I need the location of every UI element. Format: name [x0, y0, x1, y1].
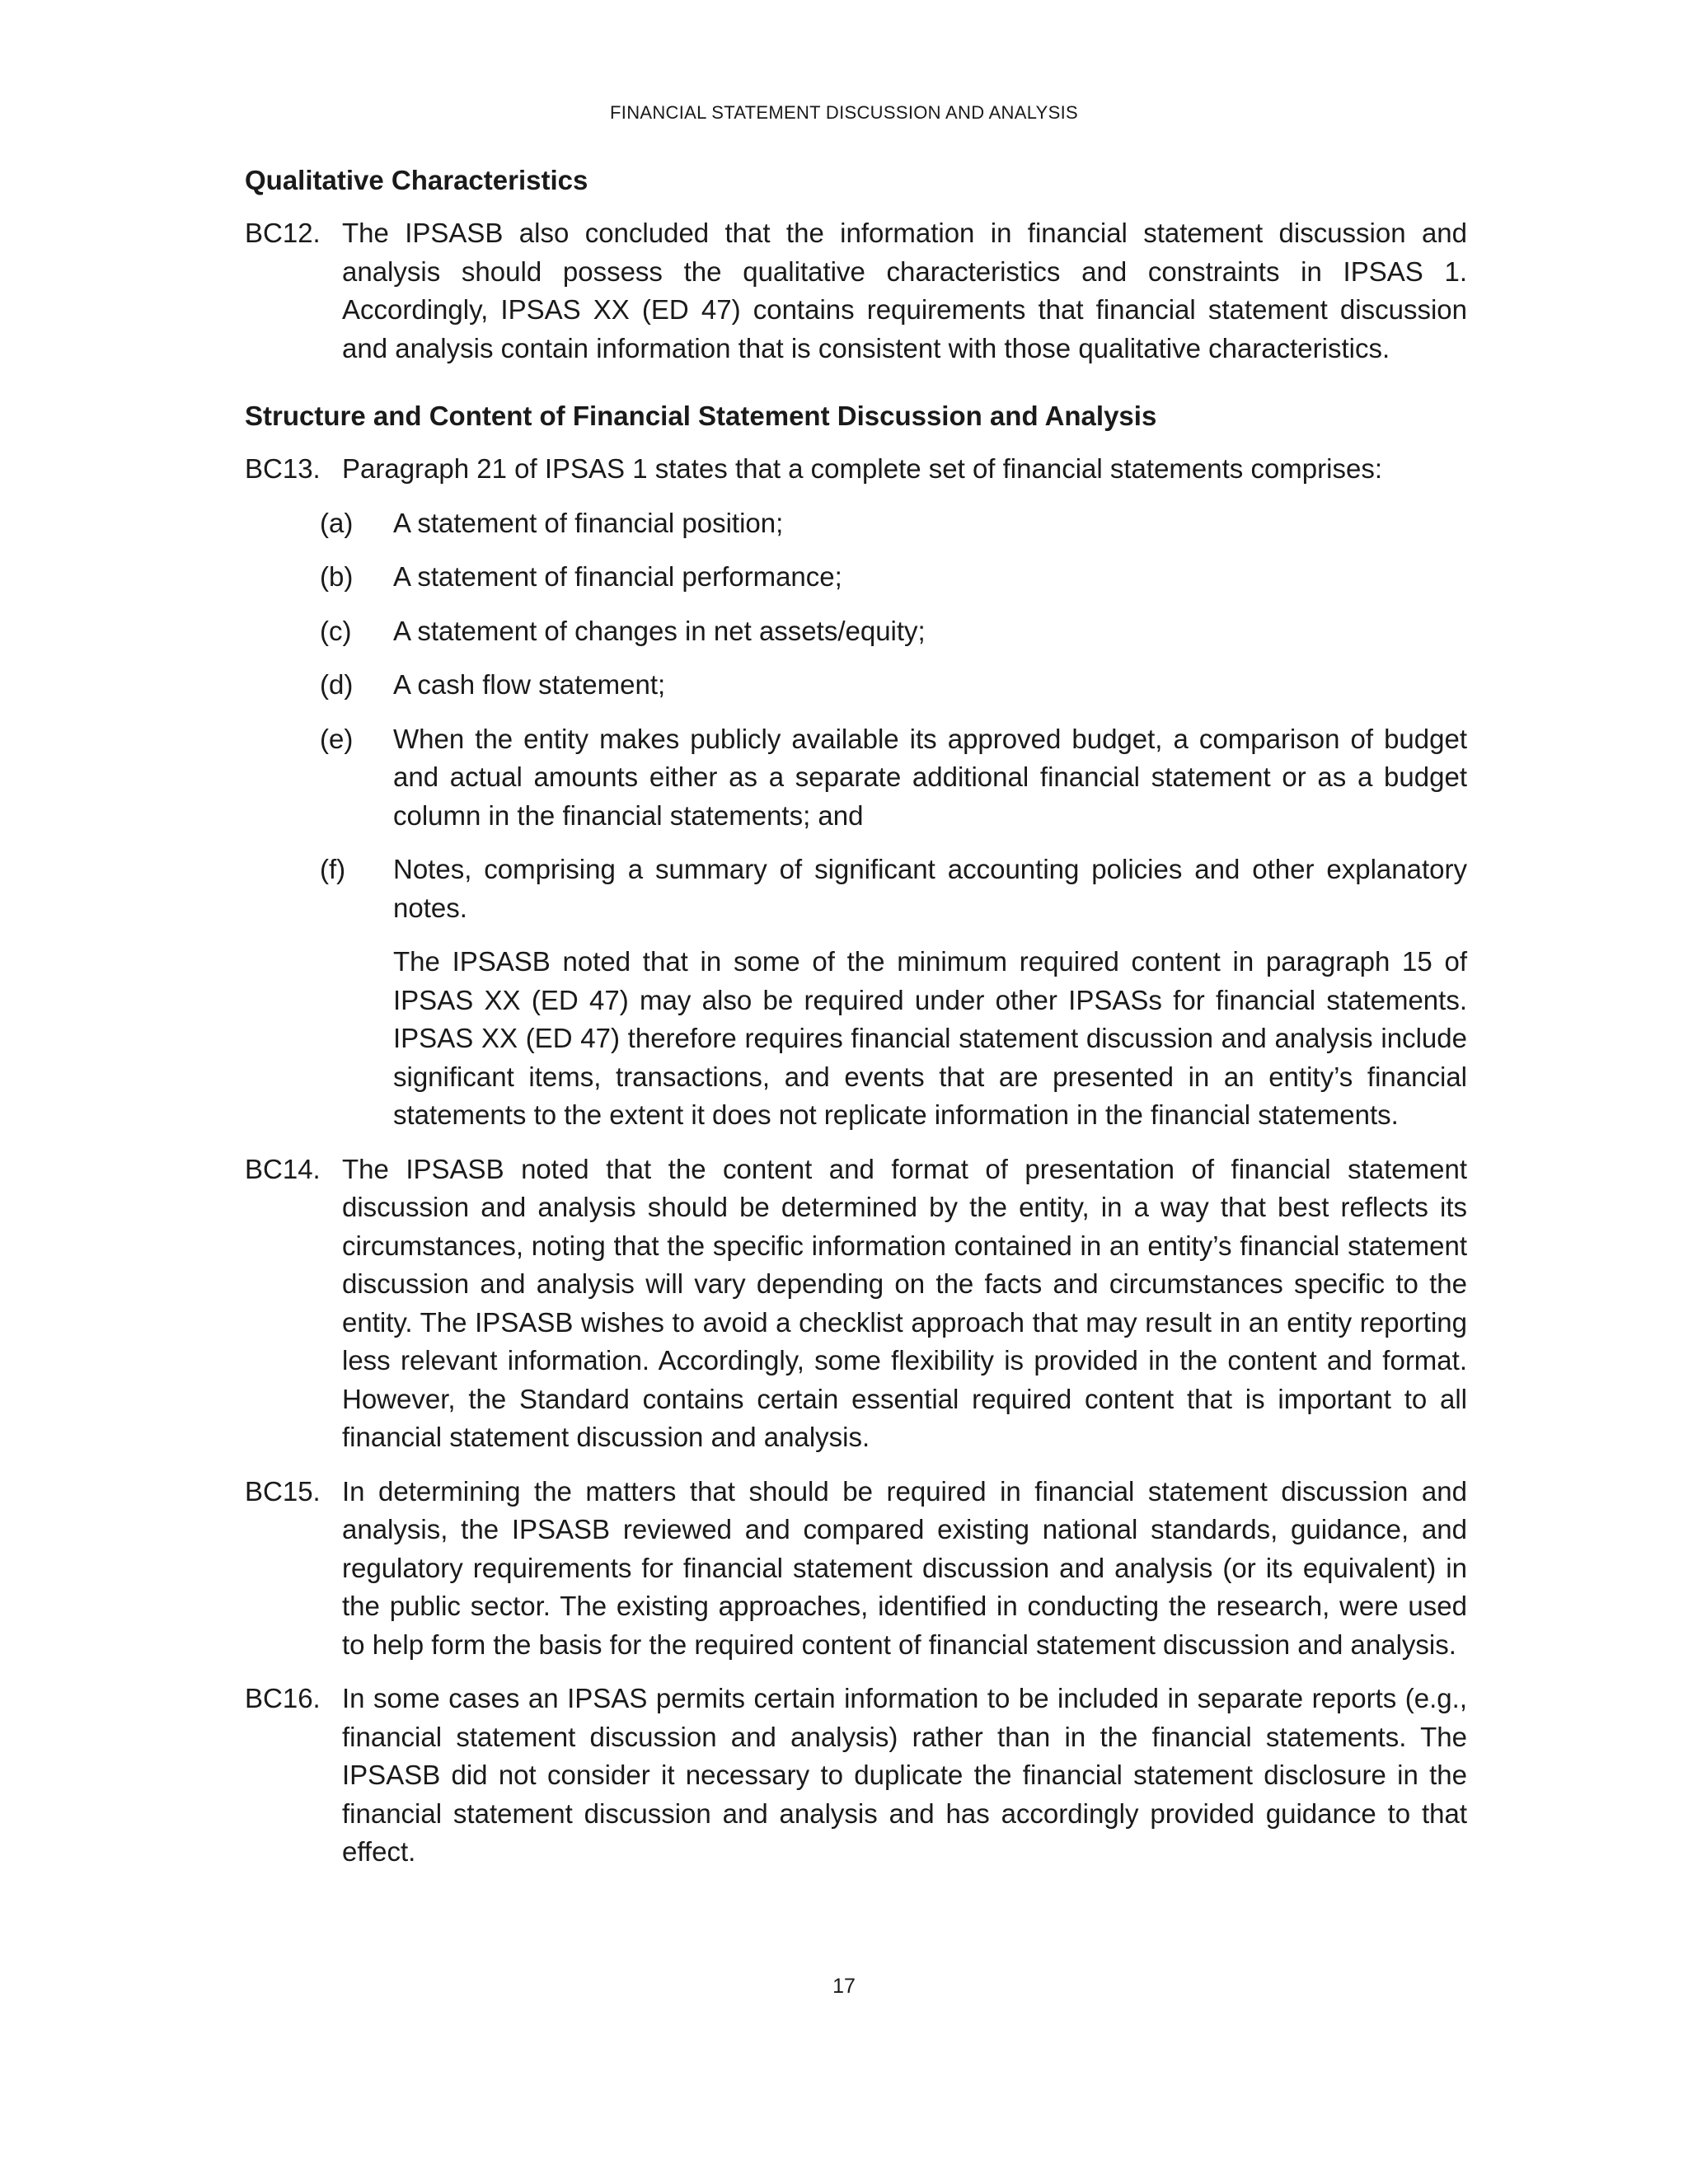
paragraph-text: In some cases an IPSAS permits certain information to be included in separate reports (e.g., financial statement discussion and analysis) rather than in the financial statements. The IPSASB did not consider it necessary to duplicate the financial statement disclosure in the financial statement discussion and analysis and has accordingly provided guidance to that effect.	[342, 1683, 1467, 1867]
list-item	[320, 612, 1467, 651]
paragraph-bc13-followup: The IPSASB noted that in some of the minimum required content in paragraph 15 of IPSAS XX (ED 47) may also be required under other IPSASs for financial statements. IPSAS XX (ED 47) therefore requires financial statement discussion and analysis include significant items, transactions, and events that are presented in an entity’s financial statements to the extent it does not replicate information in the financial statements.	[393, 946, 1467, 1130]
list-text: A statement of financial performance;	[393, 561, 842, 592]
list-label: (c)	[320, 615, 352, 646]
paragraph-bc16	[245, 1680, 1467, 1872]
list-item	[320, 666, 1467, 705]
page-content	[245, 162, 1467, 1887]
list-item	[320, 504, 1467, 543]
list-label: (a)	[320, 507, 354, 538]
section-heading-qualitative: Qualitative Characteristics	[245, 165, 588, 195]
paragraph-number: BC13.	[245, 453, 321, 484]
paragraph-number: BC14.	[245, 1153, 321, 1184]
paragraph-bc12	[245, 214, 1467, 368]
list-text: When the entity makes publicly available its approved budget, a comparison of budget and actual amounts either as a separate additional financial statement or as a budget column in the financial statements; and	[393, 723, 1467, 831]
list-item	[320, 720, 1467, 836]
paragraph-number: BC12.	[245, 218, 321, 248]
paragraph-text: The IPSASB noted that the content and format of presentation of financial statement discussion and analysis should be determined by the entity, in a way that best reflects its circumstances, noting that the specific information contained in an entity’s financial statement discussion and analysis will vary depending on the facts and circumstances specific to the entity. The IPSASB wishes to avoid a checklist approach that may result in an entity reporting less relevant information. Accordingly, some flexibility is provided in the content and format. However, the Standard contains certain essential required content that is important to all financial statement discussion and analysis.	[342, 1153, 1467, 1452]
list-text: A cash flow statement;	[393, 669, 666, 700]
list-text: A statement of financial position;	[393, 507, 784, 538]
list-label: (f)	[320, 854, 346, 884]
paragraph-number: BC15.	[245, 1475, 321, 1507]
list-label: (b)	[320, 561, 354, 592]
list-item	[320, 558, 1467, 597]
paragraph-text: Paragraph 21 of IPSAS 1 states that a complete set of financial statements comprises:	[342, 453, 1382, 484]
paragraph-bc13	[245, 450, 1467, 489]
paragraph-text: In determining the matters that should be required in financial statement discussion and analysis, the IPSASB reviewed and compared existing national standards, guidance, and regulatory requirements for financial statement discussion and analysis (or its equivalent) in the public sector. The existing approaches, identified in conducting the research, were used to help form the basis for the required content of financial statement discussion and analysis.	[342, 1475, 1467, 1660]
list-label: (e)	[320, 723, 354, 754]
paragraph-text: The IPSASB also concluded that the information in financial statement discussion and analysis should possess the qualitative characteristics and constraints in IPSAS 1. Accordingly, IPSAS XX (ED 47) contains requirements that financial statement discussion and analysis contain information that is consistent with those qualitative characteristics.	[342, 218, 1467, 363]
paragraph-number: BC16.	[245, 1683, 321, 1713]
list-text: A statement of changes in net assets/equity;	[393, 615, 926, 646]
paragraph-bc14	[245, 1151, 1467, 1457]
list-label: (d)	[320, 669, 354, 700]
list-text: Notes, comprising a summary of significant accounting policies and other explanatory notes.	[393, 854, 1467, 923]
paragraph-bc15	[245, 1473, 1467, 1665]
section-heading-structure: Structure and Content of Financial Statement Discussion and Analysis	[245, 401, 1157, 431]
list-item	[320, 851, 1467, 927]
running-header: FINANCIAL STATEMENT DISCUSSION AND ANALYSIS	[610, 102, 1078, 123]
page-number: 17	[832, 1975, 856, 1998]
